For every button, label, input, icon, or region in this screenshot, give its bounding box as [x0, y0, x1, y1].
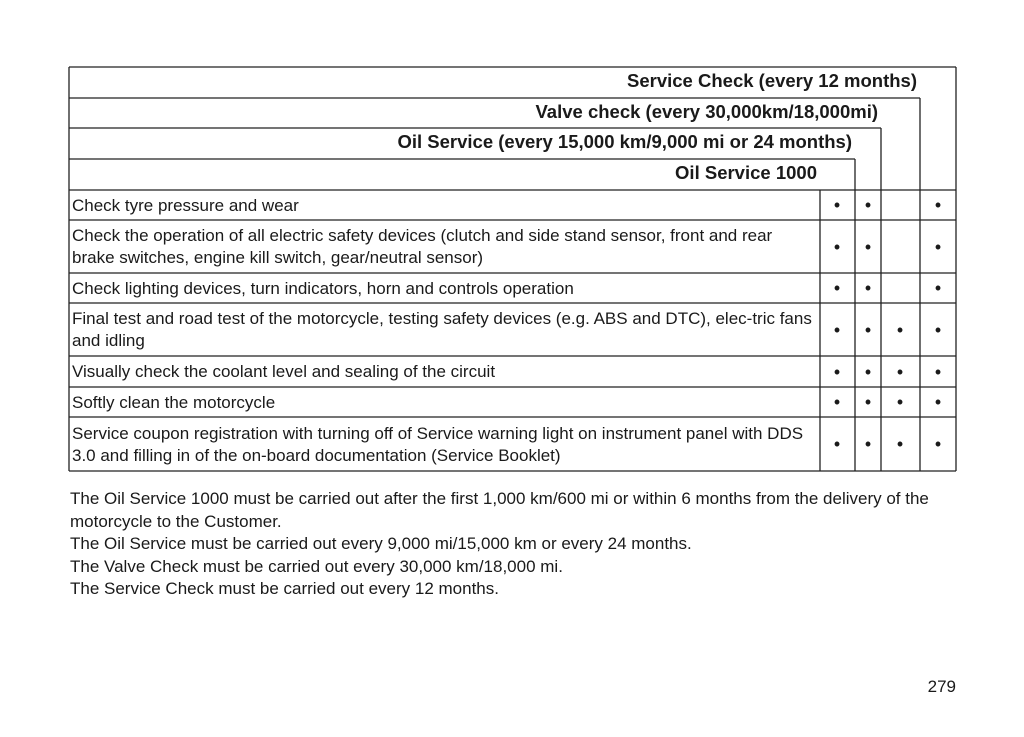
- service-mark: •: [896, 319, 904, 340]
- row-description: Check lighting devices, turn indicators, horn and controls operation: [72, 278, 574, 298]
- service-mark: •: [864, 434, 872, 454]
- service-mark: •: [833, 392, 841, 412]
- row-description: Check the operation of all electric safety devices (clutch and side stand sensor, front and rear brake switches, engine kill switch, gear/neutral sensor): [72, 226, 773, 267]
- service-mark: •: [864, 361, 872, 382]
- service-mark: •: [934, 434, 942, 454]
- service-mark: •: [934, 361, 942, 382]
- header-service-check: Service Check (every 12 months): [627, 70, 917, 91]
- row-description: Check tyre pressure and wear: [72, 195, 299, 215]
- service-mark: •: [833, 434, 841, 454]
- notes-block: [70, 488, 960, 601]
- service-mark: •: [896, 392, 904, 412]
- row-description: Service coupon registration with turning off of Service warning light on instrument panel with DDS 3.0 and filling in of the on-board documentation (Service Booklet): [72, 423, 804, 465]
- table-row: [72, 221, 818, 273]
- service-mark: •: [934, 236, 942, 257]
- service-mark: •: [934, 278, 942, 298]
- row-description: Final test and road test of the motorcycle, testing safety devices (e.g. ABS and DTC), elec-tric fans and idling: [72, 309, 812, 350]
- header-valve-check: Valve check (every 30,000km/18,000mi): [535, 101, 878, 122]
- service-mark: •: [864, 392, 872, 412]
- service-mark: •: [833, 195, 841, 215]
- note-line: The Valve Check must be carried out every 30,000 km/18,000 mi.: [70, 556, 563, 576]
- table-row: [72, 191, 818, 220]
- service-mark: •: [896, 361, 904, 382]
- table-row: [72, 304, 818, 356]
- table-row: [72, 274, 818, 303]
- service-mark: •: [864, 278, 872, 298]
- row-description: Softly clean the motorcycle: [72, 392, 276, 412]
- service-mark: •: [833, 361, 841, 382]
- service-mark: •: [934, 319, 942, 340]
- service-mark: •: [934, 392, 942, 412]
- row-description: Visually check the coolant level and sealing of the circuit: [72, 362, 496, 381]
- table-row: [72, 388, 818, 417]
- service-mark: •: [896, 434, 904, 454]
- service-mark: •: [864, 236, 872, 257]
- service-mark: •: [833, 278, 841, 298]
- table-row: [72, 418, 818, 471]
- header-oil-service-1000: Oil Service 1000: [675, 162, 817, 183]
- service-mark: •: [833, 236, 841, 257]
- note-line: The Service Check must be carried out every 12 months.: [70, 579, 499, 598]
- note-line: The Oil Service 1000 must be carried out after the first 1,000 km/600 mi or within 6 months from the delivery of the motorcycle to the Customer.: [70, 489, 929, 531]
- table-row: [72, 357, 818, 387]
- note-line: The Oil Service must be carried out every 9,000 mi/15,000 km or every 24 months.: [70, 534, 692, 553]
- service-mark: •: [833, 319, 841, 340]
- service-mark: •: [864, 195, 872, 215]
- page-number: 279: [927, 677, 956, 696]
- service-mark: •: [934, 195, 942, 215]
- service-mark: •: [864, 319, 872, 340]
- header-oil-service: Oil Service (every 15,000 km/9,000 mi or 24 months): [397, 131, 852, 152]
